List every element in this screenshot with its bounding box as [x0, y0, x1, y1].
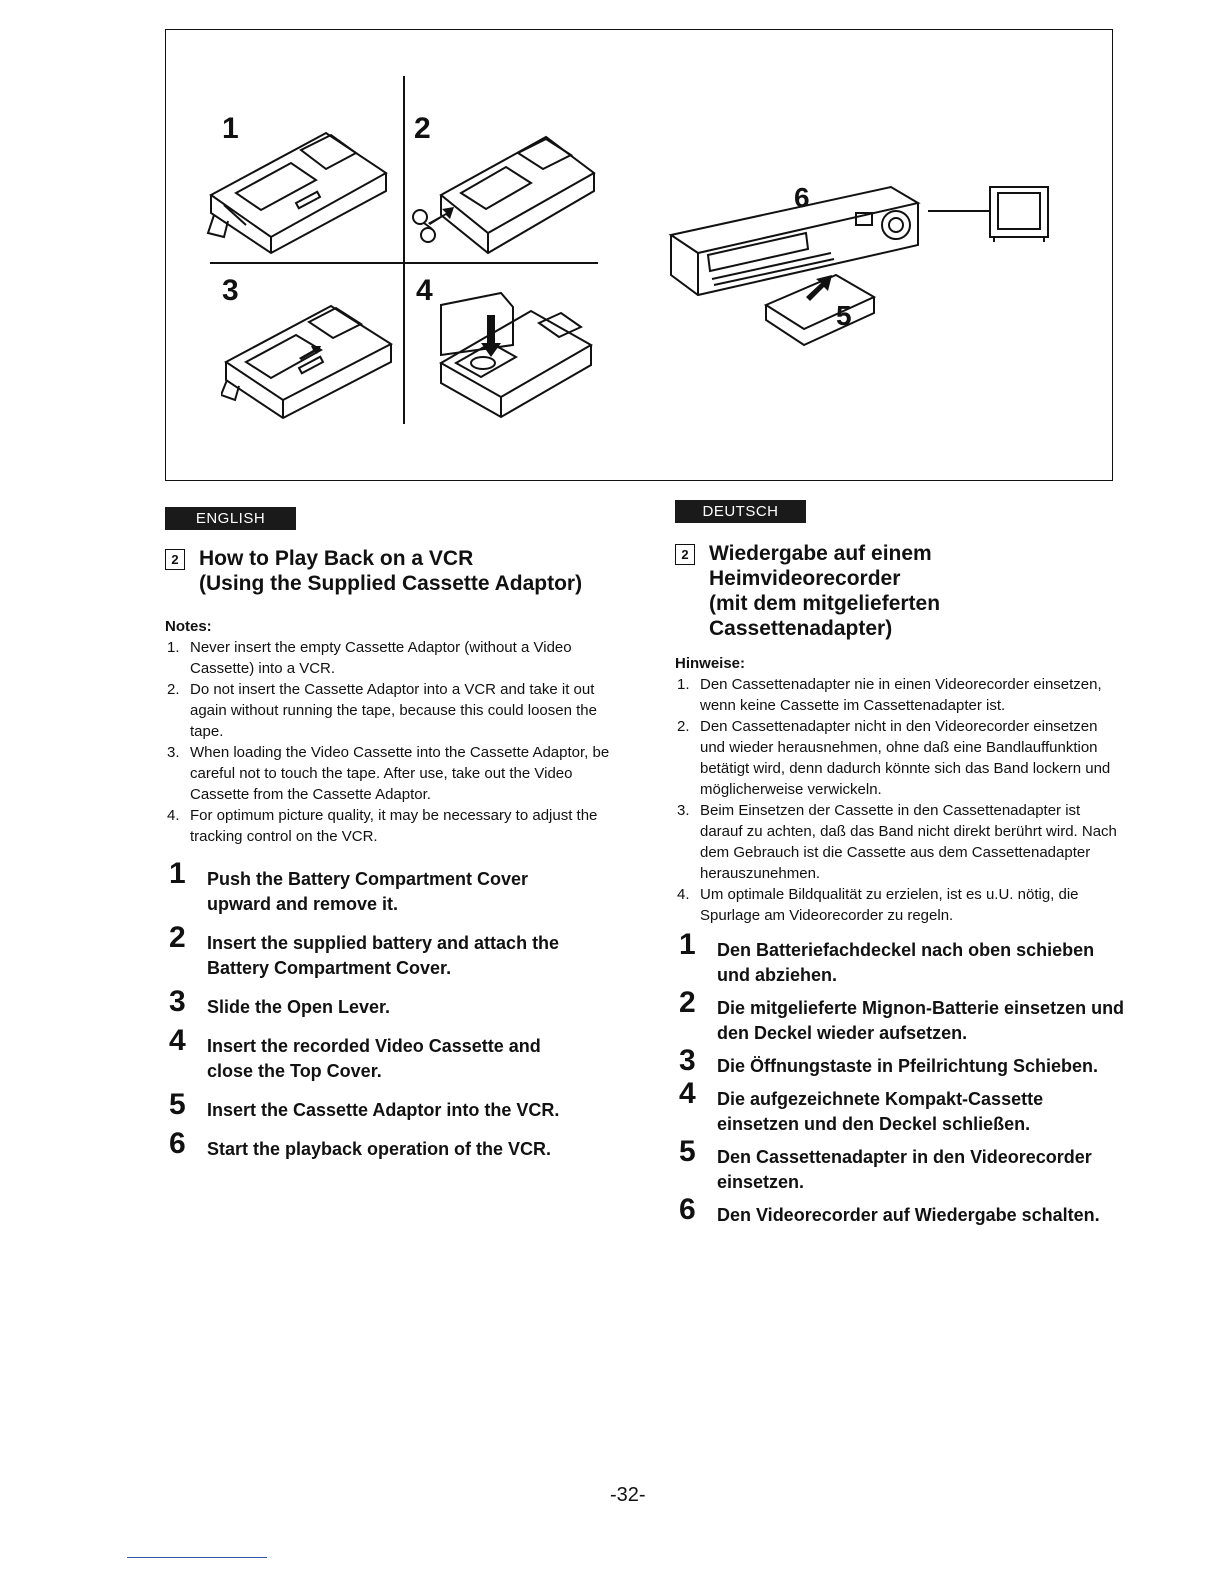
deutsch-language-tab: DEUTSCH — [675, 500, 806, 523]
note-text: Um optimale Bildqualität zu erzielen, ist es u.U. nötig, die Spurlage am Videorecorder zu regeln. — [700, 886, 1079, 924]
english-steps-list — [165, 857, 575, 1162]
english-heading-line-1: How to Play Back on a VCR — [199, 547, 474, 570]
step-text: Die aufgezeichnete Kompakt-Cassette einsetzen und den Deckel schließen. — [717, 1089, 1044, 1134]
note-number: 4. — [677, 886, 690, 903]
step-number: 3 — [169, 985, 186, 1018]
list-item — [675, 986, 1125, 1046]
step-number: 5 — [679, 1135, 696, 1168]
list-item — [675, 884, 1125, 926]
list-item — [165, 921, 575, 981]
list-item — [165, 1127, 575, 1162]
step-number: 2 — [169, 921, 186, 954]
note-text: Beim Einsetzen der Cassette in den Cassettenadapter ist darauf zu achten, daß das Band nicht direkt berührt wird. Nach dem Gebrauch ist die Cassette aus dem Cassettenadapter herauszunehmen. — [700, 802, 1117, 882]
deutsch-heading-line-4: Cassettenadapter) — [709, 617, 893, 640]
english-heading-line-2: (Using the Supplied Cassette Adaptor) — [199, 572, 583, 595]
step-text: Den Videorecorder auf Wiedergabe schalten. — [717, 1205, 1100, 1225]
list-item — [675, 928, 1125, 988]
list-item — [165, 985, 575, 1020]
english-heading — [165, 546, 615, 596]
television-icon — [988, 185, 1050, 243]
panel-divider-vertical — [403, 76, 405, 424]
step-text: Start the playback operation of the VCR. — [207, 1139, 552, 1159]
note-number: 3. — [167, 744, 180, 761]
list-item — [675, 800, 1125, 884]
deutsch-column — [675, 541, 1125, 1228]
deutsch-heading — [675, 541, 1125, 641]
deutsch-notes-label: Hinweise: — [675, 655, 746, 672]
list-item — [675, 1077, 1125, 1137]
note-number: 1. — [677, 676, 690, 693]
cassette-adaptor-illustration-1 — [206, 125, 391, 255]
step-number: 1 — [169, 857, 186, 890]
note-text: Never insert the empty Cassette Adaptor (without a Video Cassette) into a VCR. — [190, 639, 572, 677]
deutsch-notes-list — [675, 674, 1125, 926]
cassette-adaptor-illustration-4 — [421, 285, 596, 425]
step-number: 6 — [679, 1193, 696, 1226]
cable-line — [928, 210, 990, 212]
deutsch-section-number: 2 — [675, 544, 695, 565]
cassette-adaptor-illustration-2 — [406, 125, 596, 255]
deutsch-heading-line-2: Heimvideorecorder — [709, 567, 901, 590]
english-notes-list — [165, 637, 615, 847]
cassette-adaptor-illustration-3 — [221, 300, 396, 420]
list-item — [165, 679, 615, 742]
list-item — [675, 1193, 1125, 1228]
note-text: When loading the Video Cassette into the Cassette Adaptor, be careful not to touch the tape. After use, take out the Video Cassette from the Cassette Adaptor. — [190, 744, 610, 803]
deutsch-steps-list — [675, 928, 1125, 1228]
note-number: 4. — [167, 807, 180, 824]
list-item — [165, 1088, 575, 1123]
note-number: 2. — [677, 718, 690, 735]
panel-number-2: 2 — [414, 112, 431, 145]
step-text: Den Cassettenadapter in den Videorecorder einsetzen. — [717, 1147, 1092, 1192]
footer-rule — [127, 1557, 267, 1558]
deutsch-heading-line-3: (mit dem mitgelieferten — [709, 592, 941, 615]
note-number: 2. — [167, 681, 180, 698]
list-item — [675, 1044, 1125, 1079]
list-item — [165, 805, 615, 847]
deutsch-heading-line-1: Wiedergabe auf einem — [709, 542, 932, 565]
note-text: Do not insert the Cassette Adaptor into a VCR and take it out again without running the tape, because this could loosen the tape. — [190, 681, 597, 740]
list-item — [165, 742, 615, 805]
panel-number-3: 3 — [222, 274, 239, 307]
step-text: Den Batteriefachdeckel nach oben schieben und abziehen. — [717, 940, 1095, 985]
step-text: Slide the Open Lever. — [207, 997, 391, 1017]
english-notes-label: Notes: — [165, 618, 212, 635]
panel-number-1: 1 — [222, 112, 239, 145]
list-item — [165, 857, 575, 917]
note-text: Den Cassettenadapter nie in einen Videorecorder einsetzen, wenn keine Cassette im Cassettenadapter ist. — [700, 676, 1102, 714]
list-item — [165, 1024, 575, 1084]
english-section-number: 2 — [165, 549, 185, 570]
step-number: 4 — [169, 1024, 186, 1057]
note-number: 1. — [167, 639, 180, 656]
step-number: 3 — [679, 1044, 696, 1077]
list-item — [675, 674, 1125, 716]
step-number: 6 — [169, 1127, 186, 1160]
note-text: Den Cassettenadapter nicht in den Videorecorder einsetzen und wieder herausnehmen, ohne daß eine Bandlauffunktion betätigt wird, denn dadurch könnte sich das Band lockern und möglicherweise verwickeln. — [700, 718, 1111, 798]
illustration-frame — [165, 29, 1113, 481]
step-text: Insert the Cassette Adaptor into the VCR. — [207, 1100, 560, 1120]
english-language-tab: ENGLISH — [165, 507, 296, 530]
step-number: 2 — [679, 986, 696, 1019]
step-text: Die mitgelieferte Mignon-Batterie einsetzen und den Deckel wieder aufsetzen. — [717, 998, 1125, 1043]
list-item — [675, 1135, 1125, 1195]
step-text: Insert the recorded Video Cassette and close the Top Cover. — [207, 1036, 541, 1081]
step-text: Push the Battery Compartment Cover upward and remove it. — [207, 869, 529, 914]
vcr-callout-5: 5 — [836, 300, 852, 331]
step-number: 4 — [679, 1077, 696, 1110]
list-item — [165, 637, 615, 679]
panel-divider-horizontal — [210, 262, 598, 264]
step-number: 1 — [679, 928, 696, 961]
list-item — [675, 716, 1125, 800]
step-text: Insert the supplied battery and attach the Battery Compartment Cover. — [207, 933, 560, 978]
note-number: 3. — [677, 802, 690, 819]
panel-number-4: 4 — [416, 274, 433, 307]
vcr-callout-6: 6 — [794, 182, 810, 213]
english-column — [165, 546, 615, 1162]
step-number: 5 — [169, 1088, 186, 1121]
step-text: Die Öffnungstaste in Pfeilrichtung Schieben. — [717, 1056, 1099, 1076]
note-text: For optimum picture quality, it may be necessary to adjust the tracking control on the VCR. — [190, 807, 598, 845]
page-number: -32- — [610, 1484, 646, 1506]
